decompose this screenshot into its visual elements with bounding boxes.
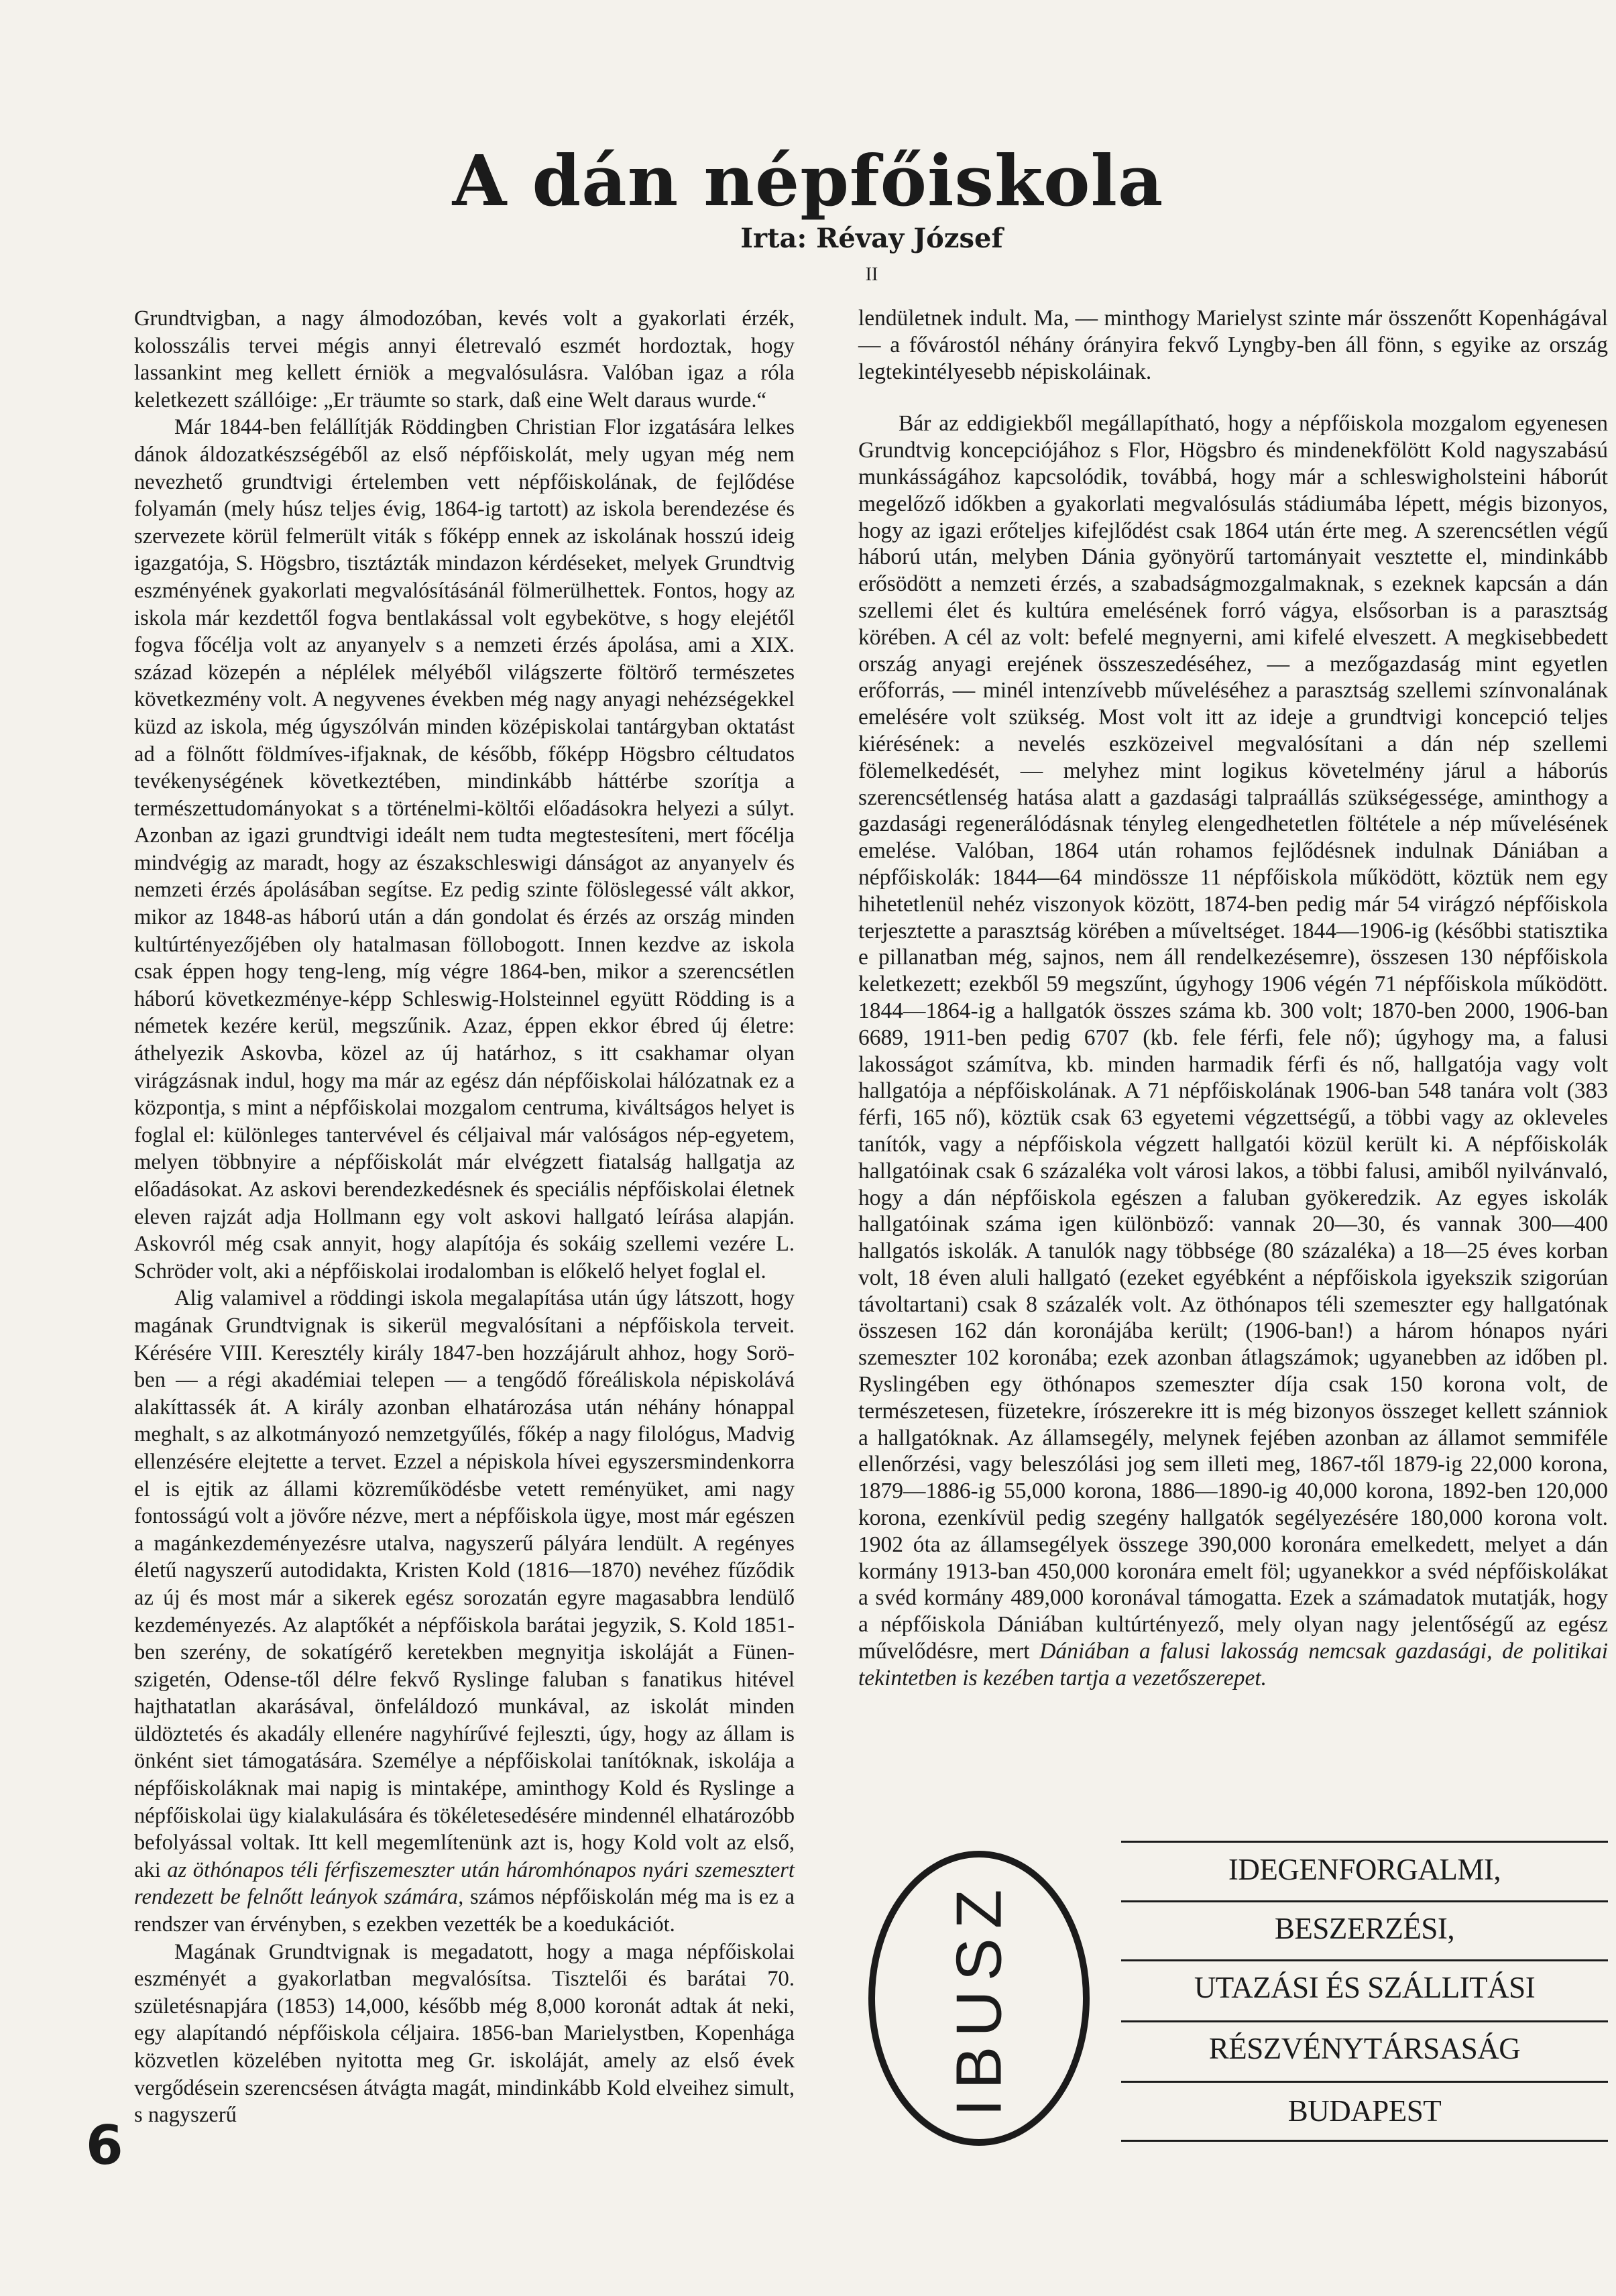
paragraph-text: Bár az eddigiekből megállapítható, hogy a népfőiskola mozgalom egyenesen Grundtvig koncepciójához s Flor, Högsbro és mindenekfölött Kold nagyszabású munkásságához kapcsolódik, továbbá, hogy már a schleswigholsteini háborút megelőző időkben a gyakorlati megvalósulás stádiumába lépett, mégis bizonyos, hogy az igazi erőteljes kifejlődést csak 1864 után érte meg. A szerencsétlen végű háború után, melyben Dánia gyönyörű tartományait vesztette el, mindinkább erősödött a nemzeti érzés, a szabadságmozgalmaknak, s ezeknek kapcsán a dán szellemi élet és kultúra emelésének forró vágya, elsősorban is a parasztság körében. A cél az volt: befelé megnyerni, ami kifelé elveszett. A megkisebbedett ország anyagi erejének összeszedéséhez, — a mezőgazdaság mint egyetlen erőforrás, — minél intenzívebb műveléséhez a parasztság szellemi színvonalának emelésére volt szükség. Most volt itt az ideje a grundtvigi koncepció teljes kiérésének: a nevelés eszközeivel megvalósítani a dán nép szellemi fölemelkedését, — melyhez mint logikus követelmény járul a háborús szerencsétlenség hatása alatt a gazdasági talpraállás szükségessége, aminthogy a gazdasági regenerálódásnak tényleg elengedhetetlen föltétele a nép művelésének emelése. Valóban, 1864 után rohamos fejlődésnek indulnak Dániában a népfőiskolák: 1844—64 mindössze 11 népfőiskola működött, köztük nem egy hihetetlenül nehéz viszonyok között, 1874-ben pedig már 54 virágzó népfőiskola terjesztette a parasztság körében a műveltséget. 1844—1906-ig (későbbi statisztika e pillanatban még, sajnos, nem áll rendelkezésemre), összesen 130 népfőiskola keletkezett; ezekből 59 megszűnt, úgyhogy 1906 végén 71 népfőiskola működött. 1844—1864-ig a hallgatók összes száma kb. 300 volt; 1870-ben 2000, 1906-ban 6689, 1911-ben pedig 6707 (kb. fele férfi, fele nő); úgyhogy ma, a falusi lakosságot számítva, kb. minden harmadik férfi és nő, hallgatója vagy volt hallgatója a népfőiskolának. A 71 népfőiskolának 1906-ban 548 tanára volt (383 férfi, 165 nő), köztük csak 63 egyetemi végzettségű, a többi vagy az okleveles tanítók, vagy a népfőiskola végzett hallgatói közül került ki. A népfőiskolák hallgatóinak csak 6 százaléka volt városi lakos, a többi falusi, amiből nyilvánvaló, hogy a dán népfőiskola egészen a faluban gyökeredzik. Az egyes iskolák hallgatóinak száma igen különböző: vannak 20—30, és vannak 300—400 hallgatós iskolák. A tanulók nagy többsége (80 százaléka) a 18—25 éves korban volt, 18 éven aluli hallgató (ezeket egyébként a népfőiskola igyekszik szigorúan távoltartani) csak 8 százalék volt. Az öthónapos téli szemeszter egy hallgatónak összesen 162 dán koronájába került; (1906-ban!) a három hónapos nyári szemeszter 102 koronába; ezek azonban átlagszámok; ugyanebben az időben pl. Ryslingében egy öthónapos szemeszter díja csak 150 korona volt, de természetesen, füzetekre, írószerekre itt is még bizonyos összeget kellett szánniok a hallgatóknak. Az államsegély, melynek fejében azonban az államot semmiféle ellenőrzési, vagy beleszólási jog sem illeti meg, 1867-től 1879-ig 22,000 korona, 1879—1886-ig 55,000 korona, 1886—1890-ig 40,000 korona, 1892-ben 120,000 korona, ezenkívül pedig szegény hallgatók segélyezésére 180,000 korona volt. 1902 óta az államsegélyek összege 390,000 koronára emelkedett, melyet a dán kormány 1913-ban 450,000 koronára emelt föl; ugyanekkor a svéd népfőiskolákat a svéd kormány 489,000 koronával támogatta. Ezek a számadatok mutatják, hogy a népfőiskola Dániában kultúrtényező, mely olyan nagy jelentőségű az egész művelődésre, mert: [858, 411, 1608, 1664]
divider: [1121, 1841, 1608, 1843]
paragraph: lendületnek indult. Ma, — minthogy Marielyst szinte már összenőtt Kopenhágával — a fővárostól néhány órányira fekvő Lyngby-ben áll fönn, s egyike az ország legtekintélyesebb népiskoláinak.: [858, 306, 1608, 384]
divider: [1121, 2020, 1608, 2022]
divider: [1121, 1959, 1608, 1961]
ibusz-logo: [865, 1847, 1093, 2149]
ad-line: RÉSZVÉNYTÁRSASÁG: [1208, 2032, 1521, 2065]
page-number: 6: [86, 2114, 123, 2177]
paragraph: [134, 1285, 795, 1938]
ad-text-block: [1121, 1841, 1608, 2152]
left-column: [134, 305, 795, 2223]
article-part-number: II: [865, 264, 878, 285]
right-column: [858, 305, 1608, 1861]
emphasized-text: Dániában a falusi lakosság nemcsak gazdasági, de politikai tekintetben is kezében tartja a vezetőszerepet.: [858, 1639, 1609, 1690]
paragraph: Magának Grundtvignak is megadatott, hogy a maga népfőiskolai eszményét a gyakorlatban megvalósítsa. Tisztelői és barátai 70. születésnapjára (1853) 14,000, később még 8,000 koronát adtak át neki, egy alapítandó népfőiskola céljaira. 1856-ban Marielystben, Kopenhága közvetlen közelében nyitotta meg Gr. iskoláját, amely az első évek vergődésein szerencsésen átvágta magát, mindinkább Kold elveihez simult, s nagyszerű: [134, 1939, 795, 2128]
ad-line: BUDAPEST: [1287, 2094, 1442, 2128]
divider: [1121, 1900, 1608, 1902]
article-title: A dán népfőiskola: [452, 139, 1164, 222]
paragraph-text: számos népfőiskolán még ma is ez a rendszer van érvényben, s ezekben vezették be a koedukációt.: [134, 1885, 795, 1937]
ad-line: BESZERZÉSI,: [1274, 1912, 1455, 1945]
paragraph: Grundtvigban, a nagy álmodozóban, kevés volt a gyakorlati érzék, kolosszális tervei mégis annyi életrevaló eszmét hordoztak, hogy lassankint meg kellett érniök a megvalósulásra. Valóban igaz a róla keletkezett szállóige: „Er träumte so stark, daß eine Welt daraus wurde.“: [134, 306, 795, 412]
emphasized-text: az öthónapos téli férfiszemeszter után háromhónapos nyári szemesztert rendezett be felnőtt leányok számára,: [134, 1857, 795, 1910]
divider: [1121, 2081, 1608, 2083]
paragraph: [858, 410, 1608, 1691]
article-byline: Irta: Révay József: [740, 223, 1003, 254]
divider: [1121, 2140, 1608, 2142]
ibusz-advertisement: [860, 1841, 1608, 2152]
ibusz-logo-text: IBUSZ: [943, 1880, 1015, 2117]
paragraph-text: Alig valamivel a röddingi iskola megalapítása után úgy látszott, hogy magának Grundtvignak is sikerül megvalósítani a népfőiskola terveit. Kérésére VIII. Keresztély király 1847-ben hozzájárult ahhoz, hogy Sorö-ben — a régi akadémiai telepen — a tengődő főreáliskola népiskolává alakíttassék át. A király azonban elhatározása után néhány hónappal meghalt, s az alkotmányozó nemzetgyűlés, főkép a nagy filológus, Madvig ellenzésére elejtette a tervet. Ezzel a népiskola hívei egyszersmindenkorra el is ejtik az állami közreműködésbe vetett reményüket, ami nagy fontosságú volt a jövőre nézve, mert a népfőiskola ügye, most már egészen a magánkezdeményezésre utalva, nagyszerű pályára lendült. A regényes életű nagyszerű autodidakta, Kristen Kold (1816—1870) nevéhez fűződik az új és most már a sikerek egész sorozatán egyre magasabbra lendülő kezdeményezés. Az alaptőkét a népfőiskola barátai jegyzik, S. Kold 1851-ben szerény, de sokatígérő keretekben megnyitja iskoláját a Fünen-szigetén, Odense-től délre fekvő Ryslinge faluban s fanatikus hitével hajthatatlan akarásával, önfeláldozó munkával, az iskolát minden üldöztetés és akadály ellenére nagyhírűvé fejleszti, úgy, hogy az állam is önként siet támogatására. Személye a népfőiskolai tanítóknak, iskolája a népfőiskoláknak mai napig is mintaképe, aminthogy Kold és Ryslinge a népfőiskolai ügy kialakulására és tökéletesedésére mindennél elhatározóbb befolyással voltak. Itt kell megemlítenünk azt is, hogy Kold volt az első, aki: [134, 1286, 795, 1882]
paragraph: Már 1844-ben felállítják Röddingben Christian Flor izgatására lelkes dánok áldozatkészségéből az első népfőiskolát, mely ugyan még nem nevezhető grundtvigi értelemben vett népfőiskolának, de fejlődése folyamán (mely húsz teljes évig, 1864-ig tartott) az iskola berendezése és szervezete körül felmerült viták s főképp ennek az iskolának hosszú ideig igazgatója, S. Högsbro, tisztázták mindazon kérdéseket, melyek Grundtvig eszményének gyakorlati megvalósításánál fölmerülhettek. Fontos, hogy az iskola már kezdettől fogva bentlakással volt egybekötve, s hogy elejétől fogva főcélja volt az anyanyelv s a nemzeti érzés ápolása, ami a XIX. század közepén a néplélek mélyéből világszerte föltörő természetes következmény volt. A negyvenes években még nagy anyagi nehézségekkel küzd az iskola, még úgyszólván minden középiskolai tantárgyban oktatást ad a fölnőtt földmíves-ifjaknak, de később, főképp Högsbro céltudatos tevékenységének következtében, mindinkább háttérbe szorítja a természettudományokat s a történelmi-költői előadásokra helyezi a súlyt. Azonban az igazi grundtvigi ideált nem tudta megtestesíteni, mert főcélja mindvégig az maradt, hogy az északschleswigi dánságot az anyanyelv és nemzeti érzés ápolásában segítse. Ez pedig szinte fölöslegessé vált akkor, mikor az 1848-as háború után a dán gondolat és érzés az ország minden kultúrtényezőjében oly hatalmasan föllobogott. Innen kezdve az iskola csak éppen hogy teng-leng, míg végre 1864-ben, mikor a szerencsétlen háború következménye-képp Schleswig-Holsteinnel együtt Rödding is a németek kezére kerül, megszűnik. Azaz, éppen ekkor ébred új életre: áthelyezik Askovba, közel az új határhoz, s itt csakhamar olyan virágzásnak indul, hogy ma már az egész dán népfőiskolai hálózatnak ez a központja, s mint a népfőiskolai mozgalom centruma, kiváltságos helyet is foglal el: különleges tantervével és céljaival már valóságos nép-egyetem, melyen többnyire a népfőiskolát már elvégzett fiatalság hallgatja az előadásokat. Az askovi berendezkedésnek és speciális népfőiskolai életnek eleven rajzát adja Hollmann egy volt askovi hallgató leírása alapján. Askovról még csak annyit, hogy alapítója és sokáig szellemi vezére L. Schröder volt, aki a népfőiskolai irodalomban is előkelő helyet foglal el.: [134, 415, 795, 1283]
ad-line: UTAZÁSI ÉS SZÁLLITÁSI: [1194, 1971, 1536, 2004]
ad-line: IDEGENFORGALMI,: [1228, 1853, 1501, 1886]
